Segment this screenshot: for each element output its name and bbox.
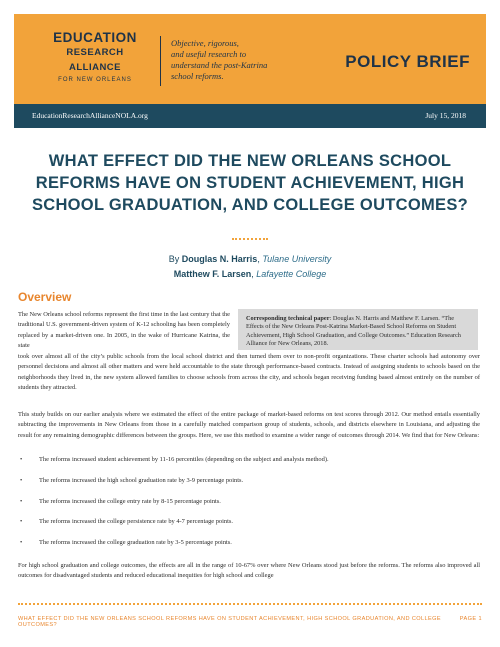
callout-label: Corresponding technical paper xyxy=(246,315,330,322)
effects-paragraph: For high school graduation and college outcomes, the effects are all in the range of 10-67% over where New Orleans stood just before the reforms. The reforms also improved all outcomes for disadvantaged students and reduced educational inequities for high school and college xyxy=(18,562,480,580)
website-link[interactable]: EducationResearchAllianceNOLA.org xyxy=(32,111,148,120)
footer-divider xyxy=(18,603,482,605)
footer-title: WHAT EFFECT DID THE NEW ORLEANS SCHOOL REFORMS HAVE ON STUDENT ACHIEVEMENT, HIGH SCHOOL GRADUATION, AND COLLEGE OUTCOMES? xyxy=(18,616,442,628)
info-bar xyxy=(14,104,486,128)
page-number: PAGE 1 xyxy=(459,616,482,622)
tagline-line: and useful research to xyxy=(171,49,247,59)
intro-paragraph-rest: took over almost all of the city’s public schools from the local school district and then turned them over to non-profit organizations. These charter schools had autonomy over personnel decisions and almost all other matters and were held accountable to the state through performance-based contracts. Instead of assigning students to schools based on the neighborhoods they lived in, the new system allowed families to choose schools from across the city, and schools began receiving funding based almost entirely on the number of students they attracted. xyxy=(18,353,480,392)
document-title: WHAT EFFECT DID THE NEW ORLEANS SCHOOL REFORMS HAVE ON STUDENT ACHIEVEMENT, HIGH SCHOOL GRADUATION, AND COLLEGE OUTCOMES? xyxy=(31,152,469,214)
publication-date: July 15, 2018 xyxy=(425,111,466,120)
tagline-line: school reforms. xyxy=(171,71,224,81)
tagline-line: understand the post-Katrina xyxy=(171,60,268,70)
logo-line-3: FOR NEW ORLEANS xyxy=(58,77,132,83)
intro-paragraph-start: The New Orleans school reforms represent the first time in the last century that the traditional U.S. government-driven system of K-12 schooling has been completely replaced by a market-driven one. In 2005, in the wake of Hurricane Katrina, the state xyxy=(18,311,230,350)
callout-text: : Douglas N. Harris and Matthew F. Larsen. “The Effects of the New Orleans Post-Katrina Market-Based School Reforms on Student Achievement, High School Graduation, and College Outcomes.” Education Research Alliance for New Orleans, 2018. xyxy=(246,315,461,348)
logo-line-2: RESEARCH ALLIANCE xyxy=(66,47,124,73)
method-paragraph: This study builds on our earlier analysis where we estimated the effect of the entire package of market-based reforms on test scores through 2012. Our method entails essentially subtracting the improvements in New Orleans from those in a carefully matched comparison group of students, schools, and districts elsewhere in Louisiana, and adjusting the result for any remaining demographic differences between the groups. Here, we use this method to examine a wider range of outcomes through 2014. We find that for New Orleans: xyxy=(18,411,480,439)
technical-paper-callout xyxy=(238,309,478,350)
logo-line-1: EDUCATION xyxy=(53,30,137,45)
section-heading: Overview xyxy=(18,290,72,304)
list-item: • The reforms increased the college entry rate by 8-15 percentage points. xyxy=(18,497,480,518)
author-prefix: By xyxy=(168,254,182,264)
author-line: By Douglas N. Harris, Tulane University xyxy=(168,254,332,264)
era-logo xyxy=(40,30,150,85)
tagline xyxy=(171,38,301,82)
policy-brief-label: POLICY BRIEF xyxy=(345,52,470,71)
authors-block xyxy=(0,252,500,282)
findings-list xyxy=(18,455,480,559)
author-name: Douglas N. Harris xyxy=(181,254,258,264)
list-item: • The reforms increased student achievement by 11-16 percentiles (depending on the subject and analysis method). xyxy=(18,455,480,476)
header-divider xyxy=(160,36,161,86)
author-name: Matthew F. Larsen xyxy=(173,269,252,279)
header-banner xyxy=(14,14,486,104)
list-item: • The reforms increased the college graduation rate by 3-5 percentage points. xyxy=(18,538,480,559)
list-item: • The reforms increased the high school graduation rate by 3-9 percentage points. xyxy=(18,476,480,497)
tagline-line: Objective, rigorous, xyxy=(171,38,239,48)
author-affiliation: Lafayette College xyxy=(256,269,327,279)
author-line: Matthew F. Larsen, Lafayette College xyxy=(173,269,327,279)
list-item: • The reforms increased the college persistence rate by 4-7 percentage points. xyxy=(18,517,480,538)
title-divider xyxy=(232,238,268,240)
author-affiliation: Tulane University xyxy=(262,254,332,264)
